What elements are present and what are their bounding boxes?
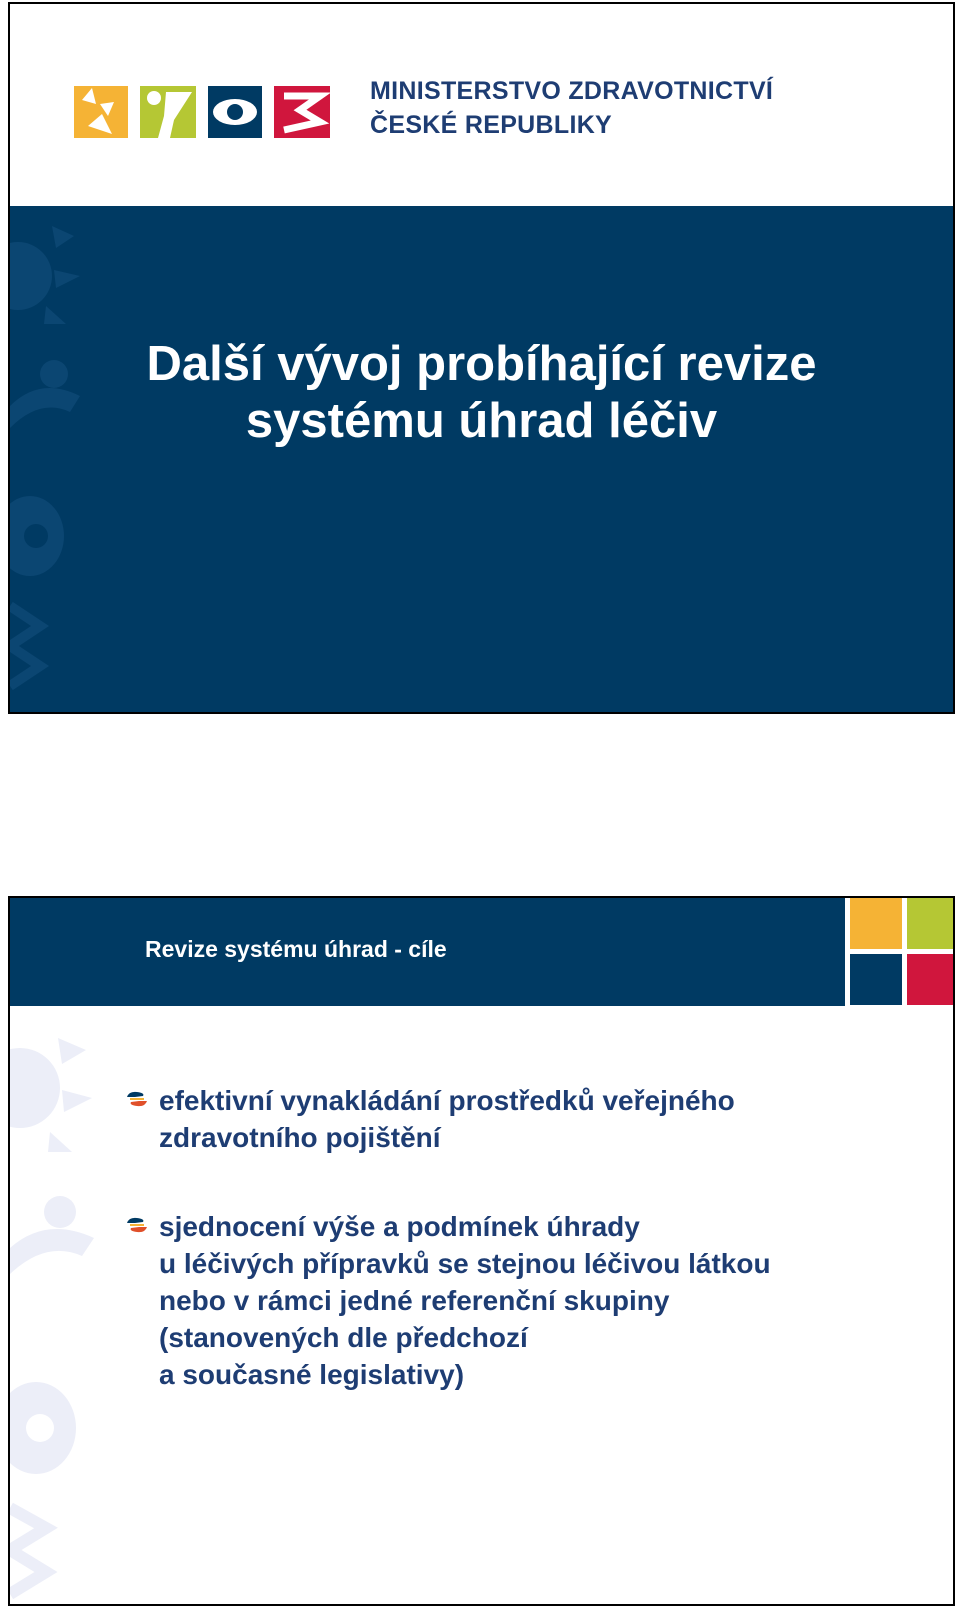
decorative-pattern-icon: [10, 206, 90, 712]
content-slide: [8, 896, 955, 1606]
corner-square-red: [907, 954, 955, 1005]
watermark-pattern-icon: [10, 1028, 120, 1606]
slide-title-line1: Další vývoj probíhající revize: [146, 337, 817, 391]
title-band: [10, 206, 953, 712]
slide-title-line2: systému úhrad léčiv: [245, 394, 718, 448]
corner-square-green: [907, 898, 955, 949]
header-band: [10, 898, 845, 1006]
slide-title: [10, 336, 953, 450]
bullet-line: sjednocení výše a podmínek úhrady: [159, 1211, 640, 1242]
ministry-name: [370, 74, 773, 142]
bullet-line: efektivní vynakládání prostředků veřejného: [159, 1085, 735, 1116]
ministry-logo: [74, 74, 774, 144]
slide-heading: Revize systému úhrad - cíle: [145, 936, 447, 962]
bullet-line: (stanovených dle předchozí: [159, 1322, 528, 1353]
corner-square-navy: [850, 954, 902, 1005]
corner-square-orange: [850, 898, 902, 949]
bullet-text: [159, 1082, 919, 1156]
title-slide: [8, 2, 955, 714]
bullet-text: [159, 1208, 919, 1393]
bullet-line: u léčivých přípravků se stejnou léčivou látkou: [159, 1248, 771, 1279]
bullet-swirl-icon: [125, 1090, 149, 1108]
ministry-name-line2: ČESKÉ REPUBLIKY: [370, 111, 613, 139]
ministry-logo-icon: [74, 80, 344, 140]
bullet-swirl-icon: [125, 1216, 149, 1234]
bullet-line: a současné legislativy): [159, 1359, 465, 1390]
bullet-line: zdravotního pojištění: [159, 1122, 441, 1153]
ministry-name-line1: MINISTERSTVO ZDRAVOTNICTVÍ: [370, 77, 774, 105]
bullet-line: nebo v rámci jedné referenční skupiny: [159, 1285, 670, 1316]
